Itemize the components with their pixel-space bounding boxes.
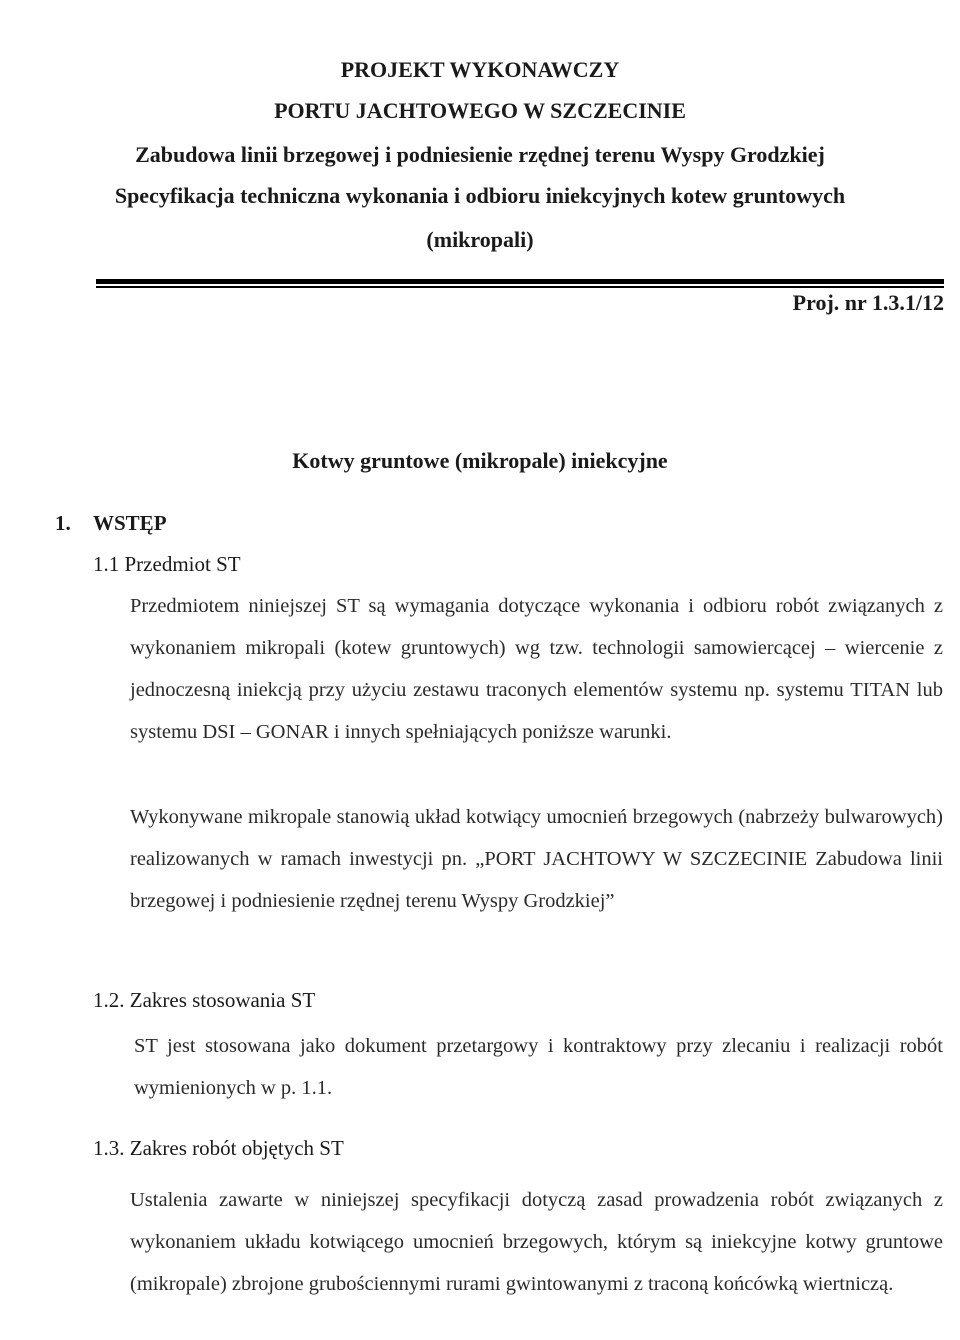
paragraph-zakres-stosowania: ST jest stosowana jako dokument przetargowy i kontraktowy przy zlecaniu i realizacji robót wymienionych w p. 1.1. — [134, 1035, 943, 1099]
section-heading-wstep — [55, 510, 167, 536]
paragraph-zakres-robot: Ustalenia zawarte w niniejszej specyfikacji dotyczą zasad prowadzenia robót związanych z wykonaniem układu kotwiącego umocnień brzegowych, którym są iniekcyjne kotwy gruntowe (mikropale) zbrojone grubościennymi rurami gwintowanymi z traconą końcówką wiertniczą. — [130, 1189, 943, 1295]
header-subtitle-line5: (mikropali) — [426, 227, 534, 252]
paragraph-przedmiot: Przedmiotem niniejszej ST są wymagania dotyczące wykonania i odbioru robót związanych z wykonaniem mikropali (kotew gruntowych) wg tzw. technologii samowiercącej – wiercenie z jednoczesną iniekcją przy użyciu zestawu traconych elementów systemu np. systemu TITAN lub systemu DSI – GONAR i innych spełniających poniższe warunki. — [130, 595, 943, 743]
header-subtitle-line4: Specyfikacja techniczna wykonania i odbioru iniekcyjnych kotew gruntowych — [114, 183, 846, 208]
section-heading-text: WSTĘP — [93, 511, 167, 535]
header-title-line2: PORTU JACHTOWEGO W SZCZECINIE — [274, 98, 686, 123]
section-number: 1. — [55, 511, 71, 535]
project-number: Proj. nr 1.3.1/12 — [792, 290, 944, 315]
document-title: Kotwy gruntowe (mikropale) iniekcyjne — [292, 448, 668, 473]
header-divider-thick — [96, 279, 944, 284]
paragraph-mikropale: Wykonywane mikropale stanowią układ kotwiący umocnień brzegowych (nabrzeży bulwarowych) realizowanych w ramach inwestycji pn. „PORT JACHTOWY W SZCZECINIE Zabudowa linii brzegowej i podniesienie rzędnej terenu Wyspy Grodzkiej” — [130, 806, 943, 912]
subsection-heading-1-3: 1.3. Zakres robót objętych ST — [93, 1136, 344, 1160]
subsection-heading-1-1: 1.1 Przedmiot ST — [93, 552, 241, 576]
header-title-line1: PROJEKT WYKONAWCZY — [340, 57, 620, 82]
header-subtitle-line3: Zabudowa linii brzegowej i podniesienie rzędnej terenu Wyspy Grodzkiej — [135, 142, 825, 167]
subsection-heading-1-2: 1.2. Zakres stosowania ST — [93, 988, 316, 1012]
header-divider-thin — [96, 286, 944, 288]
